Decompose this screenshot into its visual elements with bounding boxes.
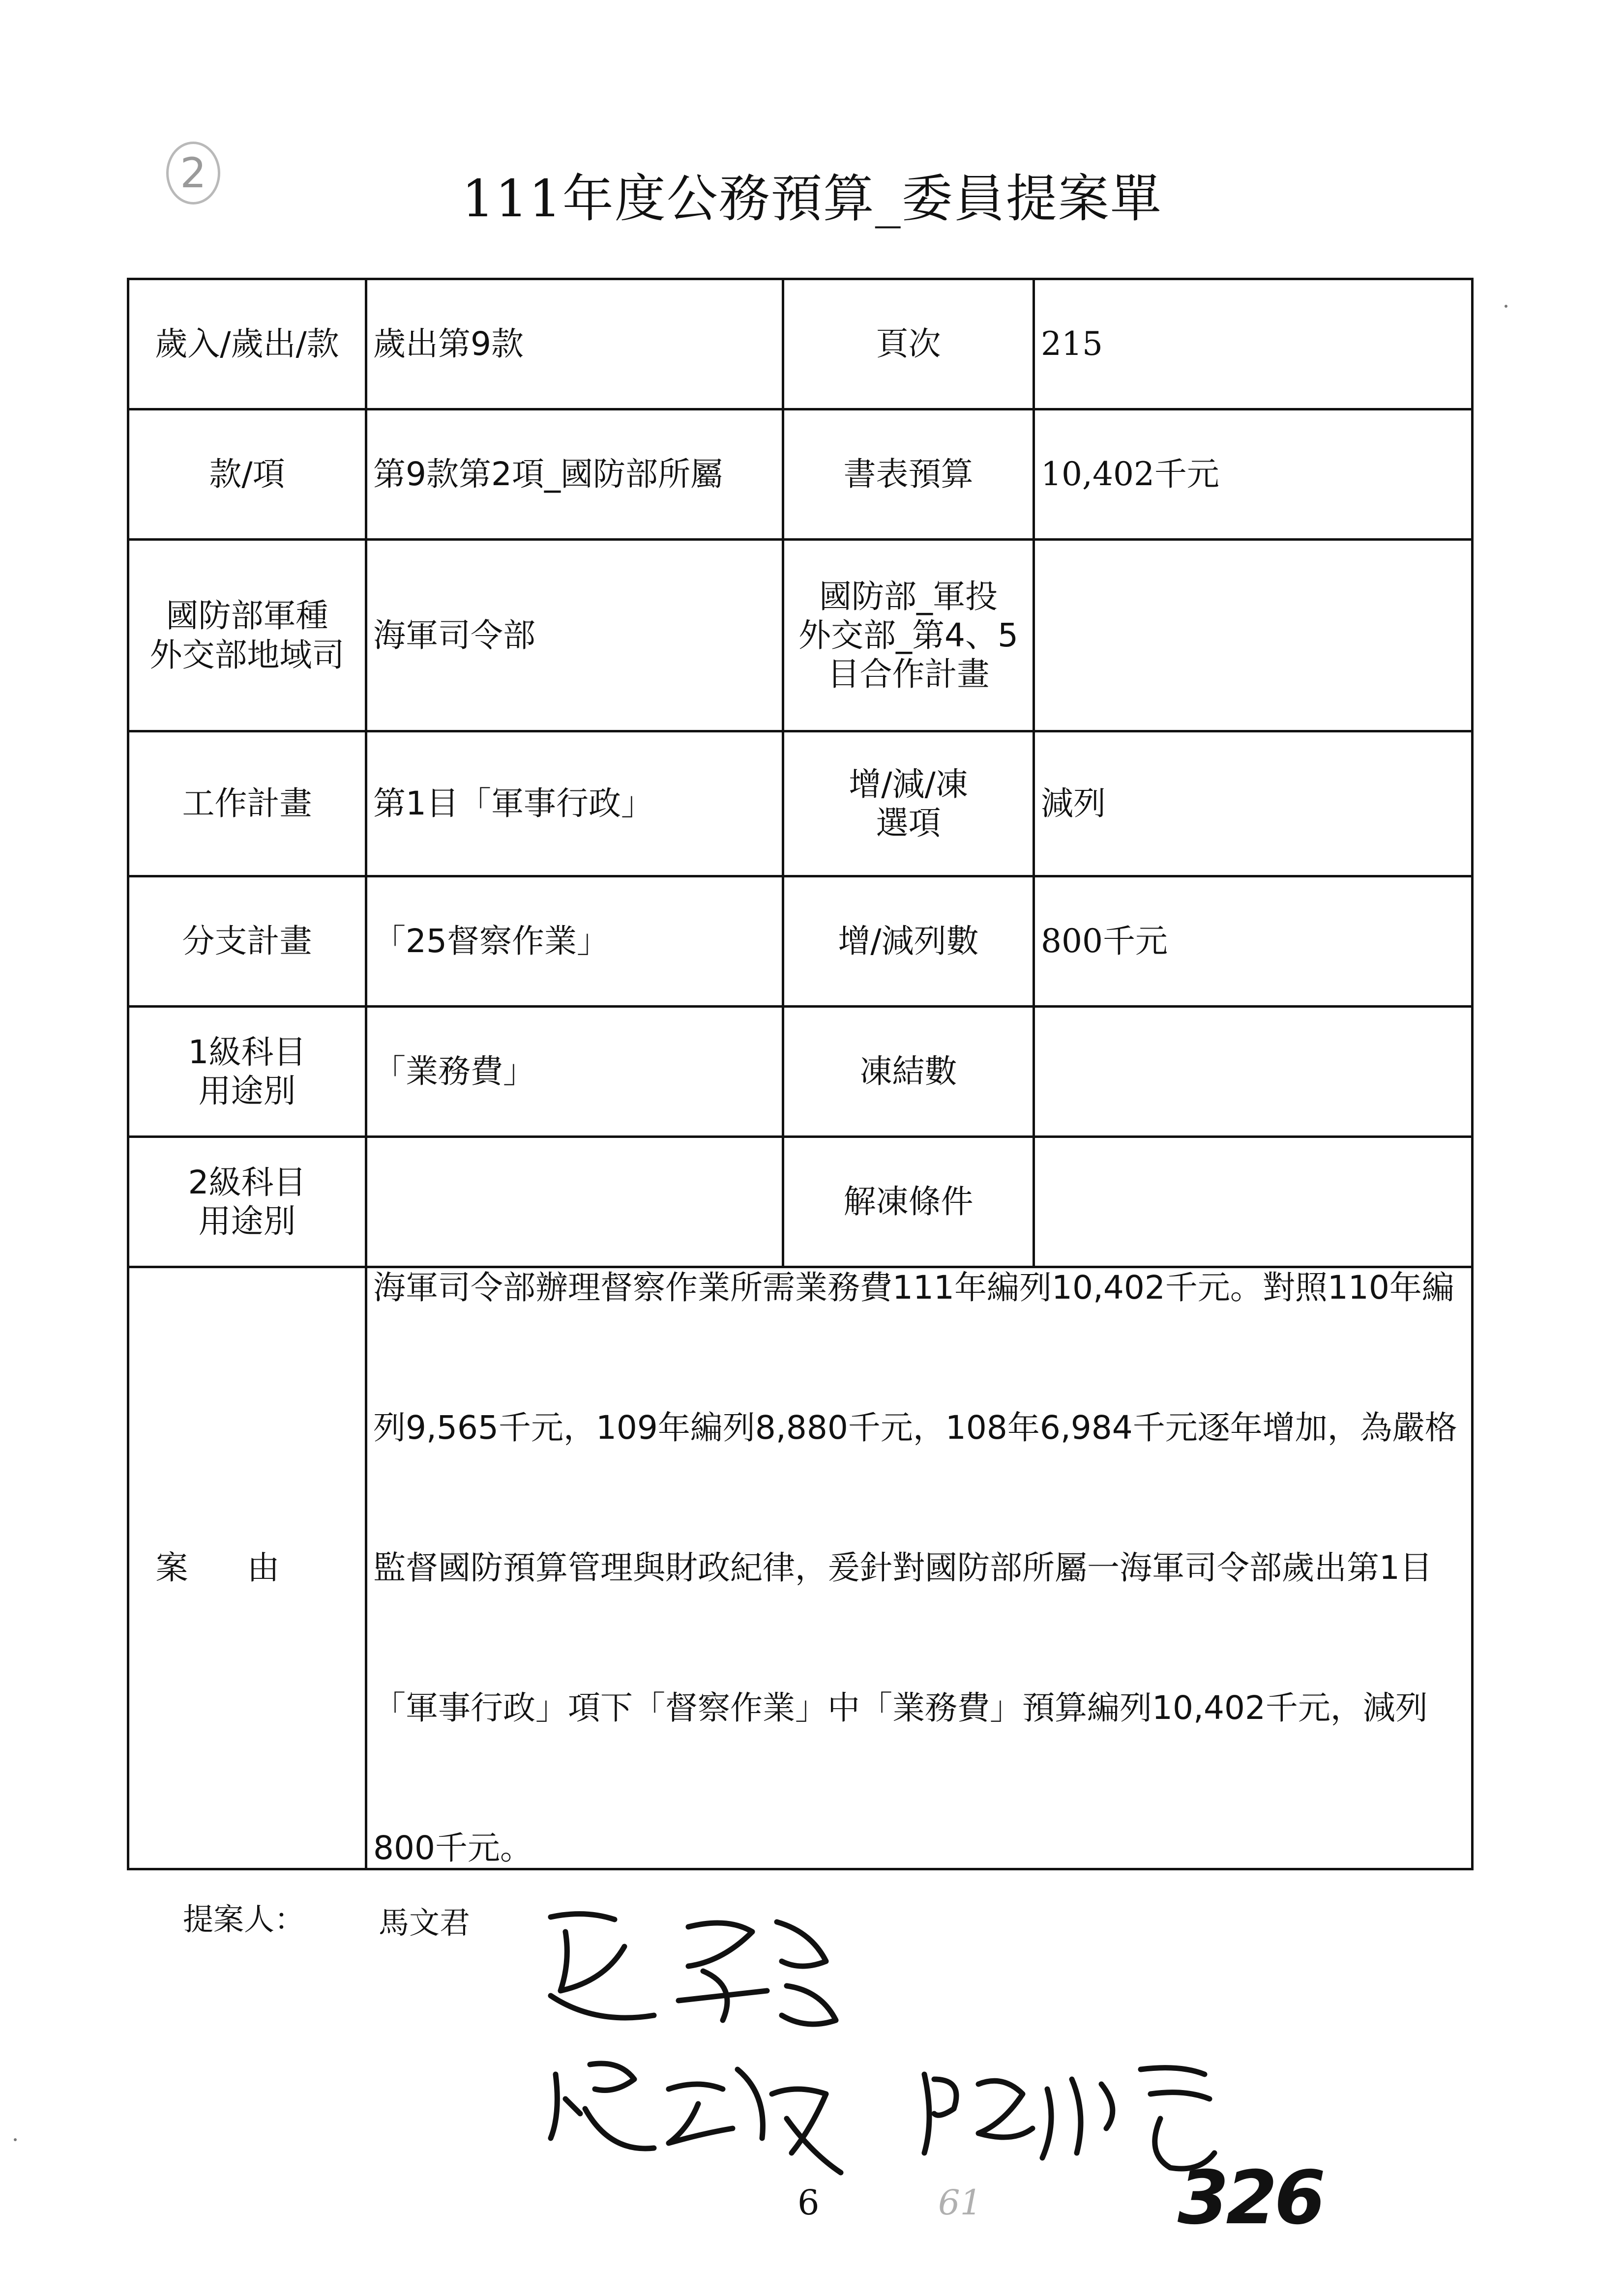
value-budget-type: 歲出第9款 — [366, 279, 783, 409]
label-unit-line2: 外交部地域司 — [149, 636, 345, 674]
form-row-work-plan — [128, 731, 1473, 876]
label-unfreeze-condition: 解凍條件 — [783, 1137, 1034, 1267]
label-budget-type: 歲入/歲出/款 — [128, 279, 366, 409]
label-cooperation-plan — [783, 540, 1034, 731]
label-option-line2: 選項 — [876, 804, 941, 842]
label-option — [783, 731, 1034, 876]
value-branch-plan: 「25督察作業」 — [366, 876, 783, 1007]
label-unit — [128, 540, 366, 731]
value-change-amount: 800千元 — [1034, 876, 1473, 1007]
label-book-budget: 書表預算 — [783, 409, 1034, 540]
value-section: 第9款第2項_國防部所屬 — [366, 409, 783, 540]
pencil-annotation: 61 — [938, 2182, 982, 2223]
form-row-level1 — [128, 1007, 1473, 1137]
reason-line: 海軍司令部辦理督察作業所需業務費111年編列10,402千元。對照110年編 — [373, 1269, 1454, 1307]
margin-mark-text: 2 — [180, 149, 207, 197]
value-cooperation-plan — [1034, 540, 1473, 731]
form-row-branch-plan — [128, 876, 1473, 1007]
value-unfreeze-condition — [1034, 1137, 1473, 1267]
value-freeze-amount — [1034, 1007, 1473, 1137]
value-reason — [366, 1267, 1473, 1869]
label-cooperation-line2: 外交部_第4、5 — [798, 616, 1018, 654]
reason-line: 800千元。 — [373, 1829, 532, 1867]
page-number: 6 — [797, 2182, 820, 2223]
label-level1-line1: 1級科目 — [188, 1033, 306, 1071]
proposer-label: 提案人： — [183, 1901, 305, 1937]
handwritten-stamp-number: 326 — [1178, 2155, 1323, 2241]
scan-speck — [1505, 305, 1507, 308]
signature-1 — [551, 1914, 836, 2024]
scan-speck — [14, 2138, 17, 2141]
value-level2 — [366, 1137, 783, 1267]
label-work-plan: 工作計畫 — [128, 731, 366, 876]
page-title: 111年度公務預算_委員提案單 — [462, 169, 1162, 229]
proposal-form-table — [127, 278, 1474, 1870]
label-level1 — [128, 1007, 366, 1137]
label-page: 頁次 — [783, 279, 1034, 409]
label-freeze-amount: 凍結數 — [783, 1007, 1034, 1137]
reason-line: 「軍事行政」項下「督察作業」中「業務費」預算編列10,402千元，減列 — [373, 1689, 1428, 1727]
form-row-reason — [128, 1267, 1473, 1869]
label-cooperation-line3: 目合作計畫 — [827, 655, 990, 694]
label-cooperation-line1: 國防部_軍投 — [819, 577, 998, 615]
label-change-amount: 增/減列數 — [783, 876, 1034, 1007]
label-branch-plan: 分支計畫 — [128, 876, 366, 1007]
form-row-section — [128, 409, 1473, 540]
signature-2 — [551, 2063, 841, 2173]
value-option: 減列 — [1034, 731, 1473, 876]
value-page: 215 — [1034, 279, 1473, 409]
form-row-unit — [128, 540, 1473, 731]
value-book-budget: 10,402千元 — [1034, 409, 1473, 540]
value-unit: 海軍司令部 — [366, 540, 783, 731]
label-level2 — [128, 1137, 366, 1267]
proposer-name: 馬文君 — [379, 1905, 471, 1941]
label-level2-line1: 2級科目 — [188, 1163, 306, 1201]
reason-line: 監督國防預算管理與財政紀律，爰針對國防部所屬一海軍司令部歲出第1目 — [373, 1549, 1432, 1587]
label-option-line1: 增/減/凍 — [849, 765, 968, 803]
value-work-plan: 第1目「軍事行政」 — [366, 731, 783, 876]
value-level1: 「業務費」 — [366, 1007, 783, 1137]
form-row-level2 — [128, 1137, 1473, 1267]
label-section: 款/項 — [128, 409, 366, 540]
label-reason: 案由 — [128, 1267, 366, 1869]
label-level1-line2: 用途別 — [198, 1072, 296, 1110]
signature-3 — [924, 2068, 1214, 2169]
form-row-budget-type — [128, 279, 1473, 409]
label-level2-line2: 用途別 — [198, 1202, 296, 1240]
label-unit-line1: 國防部軍種 — [166, 597, 328, 635]
reason-line: 列9,565千元，109年編列8,880千元，108年6,984千元逐年增加，為嚴格 — [373, 1409, 1457, 1447]
